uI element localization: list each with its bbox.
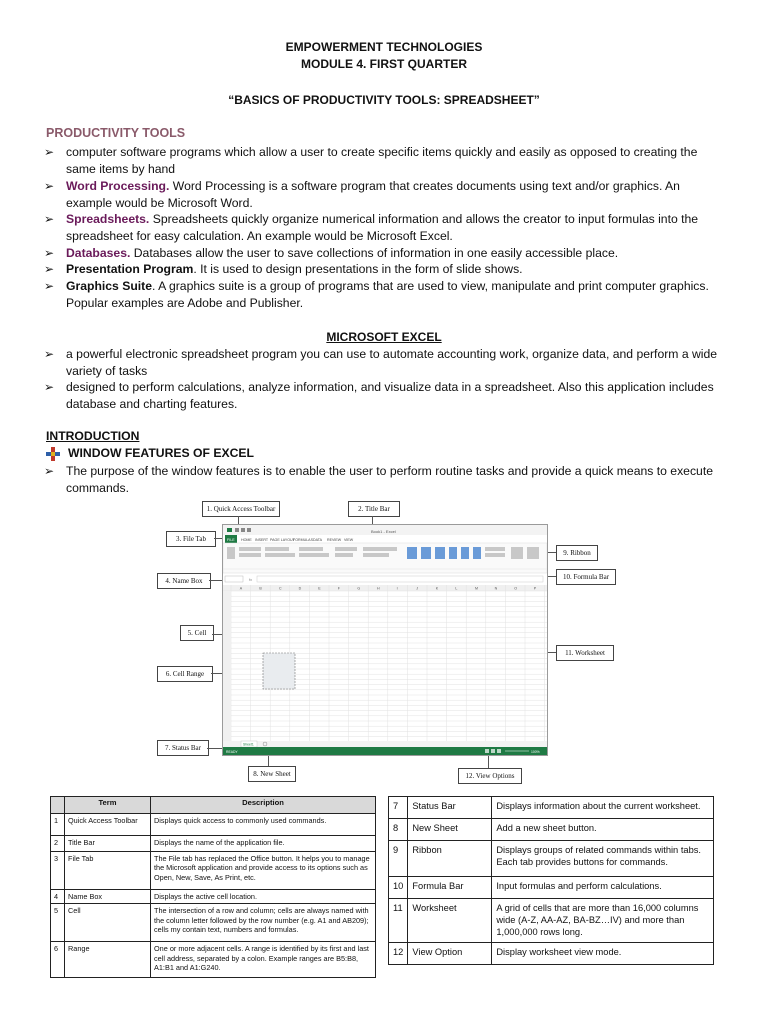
status-text: READY [226,750,238,754]
column-header-label: K [435,586,439,591]
fx-icon: fx [249,577,253,582]
sheet-tab-label: Sheet1 [243,742,254,747]
table-row: 1 Quick Access Toolbar Displays quick access to commonly used commands. [51,814,376,836]
arrow-bullet-icon: ➢ [44,279,55,293]
introduction-heading: INTRODUCTION [46,429,140,443]
window-features-heading: WINDOW FEATURES OF EXCEL [68,446,254,460]
column-header-label: B [259,586,262,591]
column-header-label: O [514,586,517,591]
arrow-bullet-icon: ➢ [44,464,55,478]
arrow-bullet-icon: ➢ [44,212,55,226]
bullet-star-icon [46,447,60,461]
callout-quick-access-toolbar: 1. Quick Access Toolbar [202,501,280,517]
zoom-level: 100% [531,750,540,754]
arrow-bullet-icon: ➢ [44,347,55,361]
callout-view-options: 12. View Options [458,768,522,784]
tab-insert: INSERT [255,538,269,542]
column-header-label: P [533,586,537,591]
column-header-label: F [337,586,341,591]
table-row: 3 File Tab The File tab has replaced the Office button. It helps you to manage the Microsoft application and provide access to its options such as Open, New, Save, As Print, etc. [51,852,376,890]
arrow-bullet-icon: ➢ [44,246,55,260]
undo-icon [241,528,245,532]
table-row: 5 Cell The intersection of a row and column; cells are always named with the column letter followed by the row number (e.g. A1 and AB209); cells my contain text, numbers and formulas. [51,904,376,942]
bullet-item: ➢ The purpose of the window features is to enable the user to perform routine tasks and provide a quick means to execute commands. [44,464,713,495]
column-header-label: L [455,586,458,591]
bullet-item: ➢ computer software programs which allow a user to create specific items quickly and easily as opposed to creating the same items by hand [44,145,698,176]
name-box [225,576,243,582]
column-header-label: M [475,586,478,591]
column-header-label: I [396,586,398,591]
column-header-label: G [357,586,361,591]
excel-window-art [223,525,547,755]
table-row: 8 New Sheet Add a new sheet button. [389,819,714,841]
arrow-bullet-icon: ➢ [44,380,55,394]
normal-view-icon [485,749,489,753]
save-icon [235,528,239,532]
terms-table-left [50,796,376,978]
table-row: 11 Worksheet A grid of cells that are more than 16,000 columns wide (A-Z, AA-AZ, BA-BZ…IV) and more than 1,000,000 rows long. [389,899,714,943]
selected-range [263,653,295,689]
formula-input [257,576,543,582]
column-header-label: H [377,586,380,591]
column-header-label: D [298,586,302,591]
window-title: Book1 - Excel [371,529,396,534]
doc-module: MODULE 4. FIRST QUARTER [300,57,467,71]
column-header-label: E [318,586,321,591]
page-layout-view-icon [491,749,495,753]
tab-page-layout: PAGE LAYOUT [270,538,295,542]
table-row: 4 Name Box Displays the active cell location. [51,890,376,904]
table-row: 7 Status Bar Displays information about the current worksheet. [389,797,714,819]
table-row: 10 Formula Bar Input formulas and perform calculations. [389,877,714,899]
redo-icon [247,528,251,532]
callout-formula-bar: 10. Formula Bar [556,569,616,585]
callout-ribbon: 9. Ribbon [556,545,598,561]
callout-status-bar: 7. Status Bar [157,740,209,756]
excel-window [222,524,548,756]
arrow-bullet-icon: ➢ [44,179,55,193]
page-break-view-icon [497,749,501,753]
tab-view: VIEW [344,538,354,542]
tab-review: REVIEW [327,538,342,542]
doc-subtitle: “BASICS OF PRODUCTIVITY TOOLS: SPREADSHEET” [228,93,540,107]
tab-home: HOME [241,538,252,542]
doc-title: EMPOWERMENT TECHNOLOGIES [285,40,483,54]
tab-formulas: FORMULAS [293,538,313,542]
table-row: 2 Title Bar Displays the name of the application file. [51,836,376,852]
bullet-item: ➢ Presentation Program. It is used to design presentations in the form of slide shows. [44,262,523,276]
callout-file-tab: 3. File Tab [166,531,216,547]
bullet-item: ➢ Graphics Suite. A graphics suite is a group of programs that are used to view, manipulate and print computer graphics. Popular examples are Adobe and Publisher. [44,279,709,310]
column-header-label: J [416,586,418,591]
terms-table-right [388,796,714,965]
table-row: 9 Ribbon Displays groups of related commands within tabs. Each tab provides buttons for commands. [389,841,714,877]
callout-new-sheet: 8. New Sheet [248,766,296,782]
callout-cell: 5. Cell [180,625,214,641]
bullet-item: ➢ designed to perform calculations, analyze information, and visualize data in a spreadsheet. Also this application includes database and charting features. [44,380,714,411]
arrow-bullet-icon: ➢ [44,145,55,159]
bullet-item: ➢ Spreadsheets. Spreadsheets quickly organize numerical information and allows the creator to input formulas into the spreadsheet for easy calculation. An example would be Microsoft Excel. [44,212,699,243]
table-row: 6 Range One or more adjacent cells. A range is identified by its first and last cell address, separated by a colon. Example ranges are B5:B8, A1:B1 and A1:G240. [51,942,376,978]
column-header-label: A [239,586,243,591]
bullet-item: ➢ Word Processing. Word Processing is a software program that creates documents using text and/or graphics. An example would be Microsoft Word. [44,179,680,210]
column-header-label: C [279,586,282,591]
tab-file: FILE [227,538,235,542]
column-header-label: N [494,586,498,591]
callout-name-box: 4. Name Box [157,573,211,589]
bullet-item: ➢ a powerful electronic spreadsheet program you can use to automate accounting work, organize data, and perform a wide variety of tasks [44,347,718,378]
table-header [51,797,65,814]
callout-cell-range: 6. Cell Range [157,666,213,682]
tab-data: DATA [313,538,323,542]
excel-logo-icon [227,528,232,532]
arrow-bullet-icon: ➢ [44,262,55,276]
excel-heading: MICROSOFT EXCEL [326,330,442,344]
callout-worksheet: 11. Worksheet [556,645,614,661]
table-header-row [51,797,376,814]
bullet-item: ➢ Databases. Databases allow the user to save collections of information in one easily accessible place. [44,246,619,260]
table-header: Term [65,797,151,814]
callout-title-bar: 2. Title Bar [348,501,400,517]
table-row: 12 View Option Display worksheet view mode. [389,943,714,965]
table-header: Description [151,797,376,814]
productivity-heading: PRODUCTIVITY TOOLS [46,126,186,140]
